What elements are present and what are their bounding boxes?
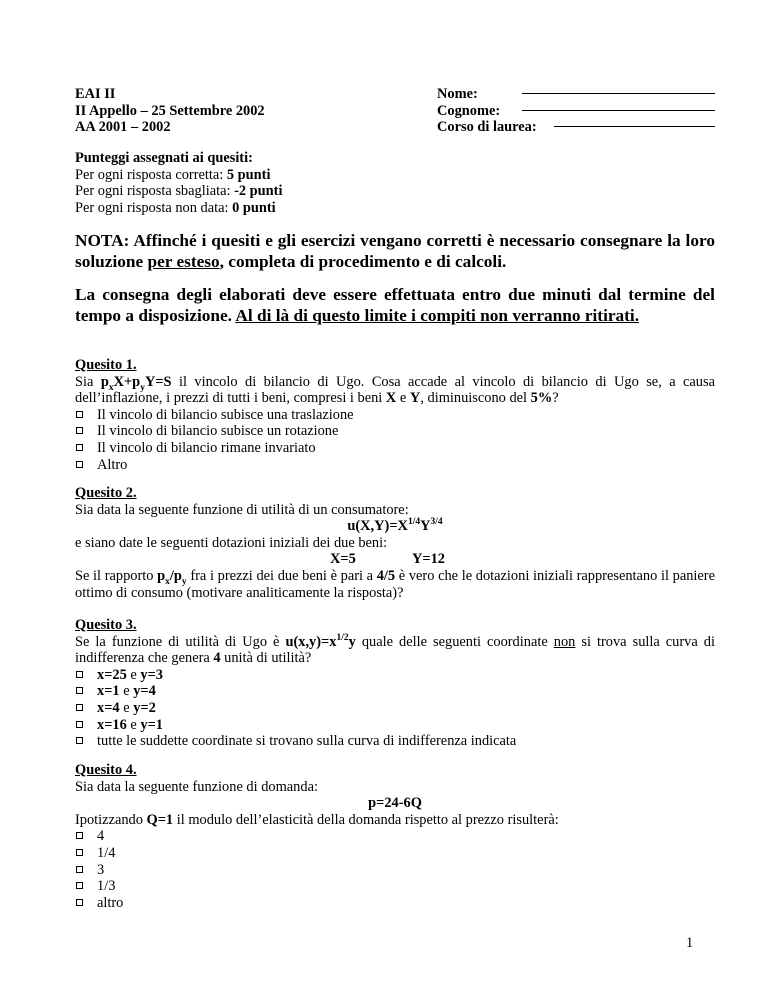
question-2-title: Quesito 2.	[75, 485, 137, 501]
deadline-paragraph: La consegna degli elaborati deve essere effettuata entro due minuti dal termine del tempo a disposizione. Al di là di questo limite i compiti non verranno ritirati.	[75, 285, 715, 325]
question-2-line2: e siano date le seguenti dotazioni iniziali dei due beni:	[75, 534, 388, 551]
cognome-label: Cognome:	[437, 102, 501, 119]
checkbox-icon[interactable]	[76, 461, 83, 468]
nome-field[interactable]	[522, 93, 715, 94]
corso-field[interactable]	[554, 126, 715, 127]
student-info	[437, 86, 537, 136]
question-3-title: Quesito 3.	[75, 617, 137, 633]
checkbox-icon[interactable]	[76, 849, 83, 856]
nota-paragraph: NOTA: Affinché i quesiti e gli esercizi vengano corretti è necessario consegnare la loro soluzione per esteso, completa di procedimento e di calcoli.	[75, 231, 715, 271]
utility-function: $u(X,Y)=X^{1/4}Y^{3/4}$	[347, 517, 443, 535]
checkbox-icon[interactable]	[76, 411, 83, 418]
checkbox-icon[interactable]	[76, 427, 83, 434]
option[interactable]: tutte le suddette coordinate si trovano sulla curva di indifferenza indicata	[75, 733, 715, 750]
question-4-line1: Sia data la seguente funzione di domanda:	[75, 778, 318, 795]
question-1-title: Quesito 1.	[75, 357, 137, 373]
checkbox-icon[interactable]	[76, 866, 83, 873]
checkbox-icon[interactable]	[76, 721, 83, 728]
checkbox-icon[interactable]	[76, 444, 83, 451]
question-4	[75, 762, 715, 911]
exam-header-left	[75, 86, 265, 136]
option[interactable]: Il vincolo di bilancio subisce una traslazione	[75, 407, 715, 424]
score-none: Per ogni risposta non data: 0 punti	[75, 199, 276, 216]
demand-function: p=24-6Q	[368, 795, 422, 812]
question-2-line1: Sia data la seguente funzione di utilità di un consumatore:	[75, 501, 409, 518]
checkbox-icon[interactable]	[76, 832, 83, 839]
option[interactable]: x=16 e y=1	[75, 717, 715, 734]
checkbox-icon[interactable]	[76, 899, 83, 906]
checkbox-icon[interactable]	[76, 704, 83, 711]
question-4-text: Ipotizzando Q=1 il modulo dell’elasticità della domanda rispetto al prezzo risulterà:	[75, 811, 559, 828]
scoring-rules	[75, 150, 715, 216]
score-correct: Per ogni risposta corretta: 5 punti	[75, 166, 271, 183]
question-1-text: Sia $p_xX+p_yY=S$ il vincolo di bilancio di Ugo. Cosa accade al vincolo di bilancio di Ugo se, a causa dell’inflazione, i prezzi di tutti i beni, compresi i beni X e Y, diminuiscono del 5%?	[75, 373, 715, 407]
checkbox-icon[interactable]	[76, 671, 83, 678]
question-1	[75, 357, 715, 473]
option[interactable]: x=4 e y=2	[75, 700, 715, 717]
option[interactable]: 1/4	[75, 845, 715, 862]
question-3-text: Se la funzione di utilità di Ugo è $u(x,y)=x^{1/2}y$ quale delle seguenti coordinate non si trova sulla curva di indifferenza che genera 4 unità di utilità?	[75, 632, 715, 667]
question-3	[75, 617, 715, 750]
checkbox-icon[interactable]	[76, 882, 83, 889]
score-wrong: Per ogni risposta sbagliata: -2 punti	[75, 183, 283, 200]
question-2	[75, 485, 715, 601]
page-number: 1	[686, 935, 694, 951]
option[interactable]: x=25 e y=3	[75, 667, 715, 684]
corso-label: Corso di laurea:	[437, 119, 537, 136]
option[interactable]: Il vincolo di bilancio subisce un rotazione	[75, 423, 715, 440]
endowments: X=5 Y=12	[330, 551, 445, 568]
option[interactable]: altro	[75, 895, 715, 912]
option[interactable]: 4	[75, 828, 715, 845]
academic-year: AA 2001 – 2002	[75, 119, 171, 136]
question-2-text: Se il rapporto $p_x/p_y$ fra i prezzi dei due beni è pari a 4/5 è vero che le dotazioni iniziali rappresentano il paniere ottimo di consumo (motivare analiticamente la risposta)?	[75, 567, 715, 601]
scoring-title: Punteggi assegnati ai quesiti:	[75, 150, 253, 166]
exam-session: II Appello – 25 Settembre 2002	[75, 102, 265, 119]
checkbox-icon[interactable]	[76, 737, 83, 744]
option[interactable]: 3	[75, 862, 715, 879]
option[interactable]: x=1 e y=4	[75, 683, 715, 700]
checkbox-icon[interactable]	[76, 687, 83, 694]
option[interactable]: 1/3	[75, 878, 715, 895]
option[interactable]: Altro	[75, 457, 715, 474]
nome-label: Nome:	[437, 86, 478, 102]
course-name: EAI II	[75, 86, 116, 102]
cognome-field[interactable]	[522, 110, 715, 111]
option[interactable]: Il vincolo di bilancio rimane invariato	[75, 440, 715, 457]
question-4-title: Quesito 4.	[75, 762, 137, 778]
